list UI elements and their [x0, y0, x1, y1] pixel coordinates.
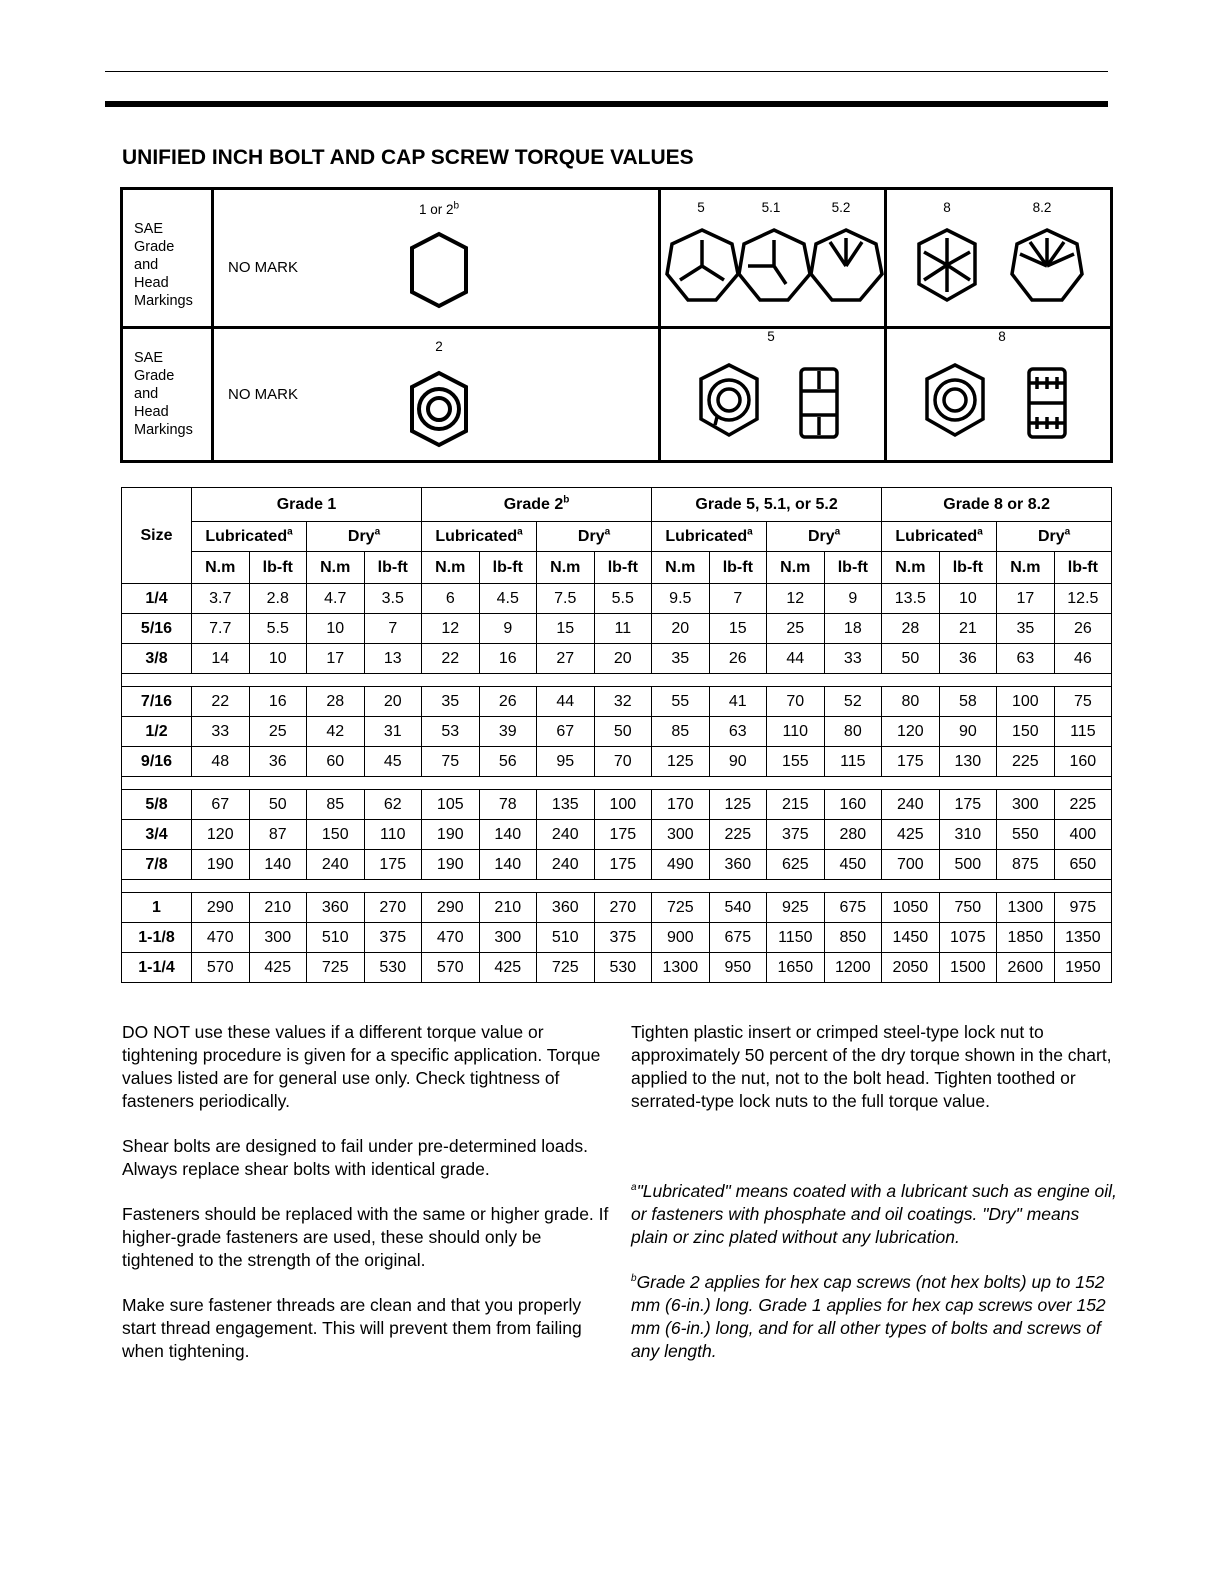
torque-cell: 175: [939, 790, 997, 820]
grade-header: Grade 5, 5.1, or 5.2: [652, 488, 882, 522]
torque-cell: 53: [422, 717, 480, 747]
torque-cell: 925: [767, 893, 825, 923]
torque-cell: 270: [364, 893, 422, 923]
torque-cell: 225: [997, 747, 1055, 777]
footnote: $^a$"Lubricated" means coated with a lubricant such as engine oil, or fasteners with phosphate and oil coatings. "Dry" means plain or zinc plated without any lubrication.: [631, 1181, 1117, 1247]
torque-cell: 7.7: [192, 614, 250, 644]
torque-cell: 1850: [997, 923, 1055, 953]
torque-cell: 20: [594, 644, 652, 674]
torque-cell: 240: [882, 790, 940, 820]
table-row: [122, 747, 1112, 777]
torque-cell: 120: [192, 820, 250, 850]
torque-cell: 155: [767, 747, 825, 777]
torque-cell: 190: [192, 850, 250, 880]
torque-cell: 725: [652, 893, 710, 923]
torque-cell: 490: [652, 850, 710, 880]
condition-header: Dry$^a$: [537, 522, 652, 552]
condition-header: Lubricated$^a$: [192, 522, 307, 552]
torque-cell: 22: [192, 687, 250, 717]
torque-cell: 190: [422, 850, 480, 880]
table-row: [122, 953, 1112, 983]
torque-cell: 135: [537, 790, 595, 820]
size-cell: 1: [122, 893, 192, 923]
torque-cell: 375: [767, 820, 825, 850]
group-separator: [122, 674, 1112, 687]
torque-cell: 140: [479, 850, 537, 880]
size-cell: 3/4: [122, 820, 192, 850]
torque-cell: 2.8: [249, 584, 307, 614]
torque-cell: 12: [767, 584, 825, 614]
torque-cell: 750: [939, 893, 997, 923]
torque-cell: 85: [652, 717, 710, 747]
grade-label: 1 or 2$^b$: [418, 200, 460, 217]
footnote: $^b$Grade 2 applies for hex cap screws (not hex bolts) up to 152 mm (6-in.) long. Grade 1 applies for hex cap screws over 152 mm (6-in.) long, and for all other types of bolts and screws of any length.: [631, 1272, 1106, 1361]
lock-nut-note: Tighten plastic insert or crimped steel-type lock nut to approximately 50 percent of the dry torque shown in the chart, applied to the nut, not to the bolt head. Tighten toothed or serrated-type lock nuts to the full torque value.: [631, 1022, 1112, 1111]
torque-cell: 56: [479, 747, 537, 777]
torque-cell: 210: [249, 893, 307, 923]
grade-8-bolt-heads-icon: [912, 226, 1092, 306]
unit-header: N.m: [652, 552, 710, 584]
torque-cell: 100: [997, 687, 1055, 717]
torque-cell: 10: [249, 644, 307, 674]
hex-nut-plain-icon: [404, 369, 474, 449]
torque-cell: 110: [767, 717, 825, 747]
footnotes: [631, 1180, 1121, 1385]
unit-header: lb-ft: [364, 552, 422, 584]
size-cell: 1-1/4: [122, 953, 192, 983]
torque-cell: 2600: [997, 953, 1055, 983]
torque-cell: 7: [364, 614, 422, 644]
torque-cell: 26: [1054, 614, 1112, 644]
size-cell: 3/8: [122, 644, 192, 674]
size-cell: 1-1/8: [122, 923, 192, 953]
torque-cell: 50: [594, 717, 652, 747]
torque-cell: 10: [939, 584, 997, 614]
unit-header: N.m: [537, 552, 595, 584]
torque-cell: 95: [537, 747, 595, 777]
torque-cell: 46: [1054, 644, 1112, 674]
torque-cell: 125: [652, 747, 710, 777]
torque-cell: 510: [307, 923, 365, 953]
torque-cell: 42: [307, 717, 365, 747]
table-row: [122, 717, 1112, 747]
torque-cell: 16: [479, 644, 537, 674]
torque-cell: 470: [422, 923, 480, 953]
torque-cell: 360: [537, 893, 595, 923]
torque-cell: 27: [537, 644, 595, 674]
page-title: UNIFIED INCH BOLT AND CAP SCREW TORQUE VALUES: [122, 146, 694, 169]
torque-cell: 36: [939, 644, 997, 674]
torque-cell: 15: [709, 614, 767, 644]
torque-cell: 130: [939, 747, 997, 777]
size-cell: 5/16: [122, 614, 192, 644]
torque-cell: 1050: [882, 893, 940, 923]
torque-cell: 21: [939, 614, 997, 644]
torque-cell: 570: [422, 953, 480, 983]
torque-cell: 470: [192, 923, 250, 953]
torque-cell: 1075: [939, 923, 997, 953]
grade-header: Grade 2$^b$: [422, 488, 652, 522]
unit-header: N.m: [422, 552, 480, 584]
table-row: [122, 644, 1112, 674]
condition-header: Lubricated$^a$: [652, 522, 767, 552]
top-rule: [105, 71, 1108, 72]
torque-cell: 20: [364, 687, 422, 717]
grade-label: 8: [943, 200, 951, 215]
torque-cell: 225: [1054, 790, 1112, 820]
hex-bolt-plain-icon: [404, 230, 474, 310]
torque-cell: 15: [537, 614, 595, 644]
torque-cell: 1950: [1054, 953, 1112, 983]
torque-cell: 90: [709, 747, 767, 777]
torque-cell: 150: [307, 820, 365, 850]
torque-cell: 1650: [767, 953, 825, 983]
torque-cell: 60: [307, 747, 365, 777]
torque-cell: 975: [1054, 893, 1112, 923]
unit-header: N.m: [882, 552, 940, 584]
torque-cell: 48: [192, 747, 250, 777]
torque-cell: 18: [824, 614, 882, 644]
torque-cell: 20: [652, 614, 710, 644]
torque-cell: 2050: [882, 953, 940, 983]
unit-header: N.m: [767, 552, 825, 584]
torque-cell: 360: [307, 893, 365, 923]
torque-cell: 13: [364, 644, 422, 674]
condition-header: Lubricated$^a$: [422, 522, 537, 552]
group-separator: [122, 880, 1112, 893]
torque-cell: 36: [249, 747, 307, 777]
torque-cell: 530: [594, 953, 652, 983]
torque-cell: 1350: [1054, 923, 1112, 953]
table-row: [122, 850, 1112, 880]
torque-cell: 300: [479, 923, 537, 953]
grade-5-bolt-heads-icon: [664, 226, 884, 306]
torque-cell: 70: [594, 747, 652, 777]
torque-cell: 1500: [939, 953, 997, 983]
note-paragraph: Make sure fastener threads are clean and that you properly start thread engagement. This will prevent them from failing when tightening.: [122, 1295, 582, 1361]
bolt-markings-row: [123, 190, 1110, 329]
torque-cell: 160: [1054, 747, 1112, 777]
table-row: [122, 790, 1112, 820]
torque-cell: 35: [997, 614, 1055, 644]
torque-cell: 31: [364, 717, 422, 747]
torque-cell: 35: [422, 687, 480, 717]
torque-cell: 75: [422, 747, 480, 777]
grade-header: Grade 8 or 8.2: [882, 488, 1112, 522]
torque-cell: 7: [709, 584, 767, 614]
torque-cell: 290: [422, 893, 480, 923]
torque-cell: 540: [709, 893, 767, 923]
torque-cell: 1200: [824, 953, 882, 983]
torque-cell: 400: [1054, 820, 1112, 850]
torque-cell: 300: [652, 820, 710, 850]
torque-cell: 44: [767, 644, 825, 674]
torque-cell: 70: [767, 687, 825, 717]
torque-cell: 875: [997, 850, 1055, 880]
torque-cell: 85: [307, 790, 365, 820]
grade-label: 5: [767, 329, 775, 344]
torque-cell: 140: [249, 850, 307, 880]
torque-cell: 13.5: [882, 584, 940, 614]
torque-cell: 850: [824, 923, 882, 953]
torque-cell: 225: [709, 820, 767, 850]
torque-cell: 240: [307, 850, 365, 880]
torque-cell: 125: [709, 790, 767, 820]
torque-cell: 300: [997, 790, 1055, 820]
torque-cell: 12.5: [1054, 584, 1112, 614]
torque-cell: 9: [479, 614, 537, 644]
torque-cell: 90: [939, 717, 997, 747]
right-notes: [631, 1021, 1121, 1135]
grade-label: 5: [697, 200, 705, 215]
left-notes: [122, 1021, 612, 1385]
torque-cell: 63: [709, 717, 767, 747]
torque-cell: 650: [1054, 850, 1112, 880]
torque-cell: 190: [422, 820, 480, 850]
torque-cell: 63: [997, 644, 1055, 674]
torque-table: [121, 487, 1112, 983]
torque-cell: 33: [824, 644, 882, 674]
torque-cell: 16: [249, 687, 307, 717]
torque-cell: 39: [479, 717, 537, 747]
torque-cell: 50: [249, 790, 307, 820]
torque-cell: 625: [767, 850, 825, 880]
torque-cell: 17: [997, 584, 1055, 614]
torque-cell: 1150: [767, 923, 825, 953]
torque-cell: 510: [537, 923, 595, 953]
torque-cell: 12: [422, 614, 480, 644]
torque-cell: 210: [479, 893, 537, 923]
unit-header: lb-ft: [824, 552, 882, 584]
torque-cell: 150: [997, 717, 1055, 747]
torque-cell: 10: [307, 614, 365, 644]
torque-cell: 375: [594, 923, 652, 953]
torque-cell: 26: [709, 644, 767, 674]
grade-8-nut-icon: [917, 359, 1097, 449]
torque-cell: 9.5: [652, 584, 710, 614]
unit-header: lb-ft: [249, 552, 307, 584]
torque-cell: 310: [939, 820, 997, 850]
torque-cell: 240: [537, 820, 595, 850]
torque-cell: 450: [824, 850, 882, 880]
torque-cell: 17: [307, 644, 365, 674]
torque-cell: 170: [652, 790, 710, 820]
size-cell: 9/16: [122, 747, 192, 777]
torque-cell: 375: [364, 923, 422, 953]
torque-cell: 115: [824, 747, 882, 777]
torque-cell: 41: [709, 687, 767, 717]
torque-cell: 700: [882, 850, 940, 880]
condition-header: Dry$^a$: [307, 522, 422, 552]
torque-cell: 175: [882, 747, 940, 777]
torque-cell: 22: [422, 644, 480, 674]
note-paragraph: Shear bolts are designed to fail under pre-determined loads. Always replace shear bolts with identical grade.: [122, 1136, 588, 1179]
torque-cell: 44: [537, 687, 595, 717]
size-cell: 1/4: [122, 584, 192, 614]
table-row: [122, 893, 1112, 923]
size-cell: 5/8: [122, 790, 192, 820]
unit-header: lb-ft: [479, 552, 537, 584]
torque-cell: 14: [192, 644, 250, 674]
torque-cell: 280: [824, 820, 882, 850]
torque-cell: 530: [364, 953, 422, 983]
torque-cell: 900: [652, 923, 710, 953]
torque-cell: 1300: [997, 893, 1055, 923]
torque-cell: 62: [364, 790, 422, 820]
torque-cell: 3.5: [364, 584, 422, 614]
torque-cell: 80: [882, 687, 940, 717]
torque-cell: 78: [479, 790, 537, 820]
torque-cell: 45: [364, 747, 422, 777]
torque-cell: 75: [1054, 687, 1112, 717]
unit-header: lb-ft: [709, 552, 767, 584]
grade-label: 5.1: [761, 200, 781, 215]
table-row: [122, 614, 1112, 644]
torque-cell: 32: [594, 687, 652, 717]
row-label: SAE Grade and Head Markings: [134, 350, 193, 438]
torque-cell: 1450: [882, 923, 940, 953]
torque-cell: 425: [249, 953, 307, 983]
torque-cell: 290: [192, 893, 250, 923]
torque-cell: 25: [249, 717, 307, 747]
size-cell: 1/2: [122, 717, 192, 747]
torque-cell: 175: [364, 850, 422, 880]
torque-cell: 33: [192, 717, 250, 747]
torque-cell: 25: [767, 614, 825, 644]
row-label: SAE Grade and Head Markings: [134, 221, 193, 309]
group-separator: [122, 777, 1112, 790]
unit-header: lb-ft: [939, 552, 997, 584]
torque-cell: 240: [537, 850, 595, 880]
torque-cell: 105: [422, 790, 480, 820]
torque-cell: 115: [1054, 717, 1112, 747]
unit-header: N.m: [192, 552, 250, 584]
torque-cell: 360: [709, 850, 767, 880]
torque-cell: 35: [652, 644, 710, 674]
torque-cell: 550: [997, 820, 1055, 850]
no-mark-label: NO MARK: [228, 386, 299, 403]
header-bar: [105, 101, 1108, 107]
note-paragraph: Fasteners should be replaced with the same or higher grade. If higher-grade fasteners are used, these should only be tightened to the strength of the original.: [122, 1204, 609, 1270]
torque-cell: 570: [192, 953, 250, 983]
torque-cell: 160: [824, 790, 882, 820]
torque-cell: 725: [307, 953, 365, 983]
torque-cell: 87: [249, 820, 307, 850]
unit-header: lb-ft: [1054, 552, 1112, 584]
torque-cell: 9: [824, 584, 882, 614]
torque-cell: 425: [882, 820, 940, 850]
table-row: [122, 820, 1112, 850]
torque-cell: 425: [479, 953, 537, 983]
torque-cell: 1300: [652, 953, 710, 983]
grade-label: 8.2: [1032, 200, 1052, 215]
table-row: [122, 923, 1112, 953]
size-header: Size: [122, 488, 192, 584]
torque-cell: 50: [882, 644, 940, 674]
grade-label: 5.2: [831, 200, 851, 215]
torque-cell: 4.7: [307, 584, 365, 614]
grade-5-nut-icon: [691, 359, 871, 449]
condition-header: Dry$^a$: [767, 522, 882, 552]
torque-cell: 5.5: [249, 614, 307, 644]
torque-cell: 215: [767, 790, 825, 820]
torque-cell: 175: [594, 850, 652, 880]
torque-cell: 80: [824, 717, 882, 747]
torque-cell: 675: [824, 893, 882, 923]
table-row: [122, 584, 1112, 614]
condition-header: Lubricated$^a$: [882, 522, 997, 552]
torque-cell: 110: [364, 820, 422, 850]
torque-cell: 120: [882, 717, 940, 747]
torque-cell: 950: [709, 953, 767, 983]
torque-cell: 52: [824, 687, 882, 717]
size-cell: 7/8: [122, 850, 192, 880]
size-cell: 7/16: [122, 687, 192, 717]
torque-cell: 140: [479, 820, 537, 850]
torque-cell: 58: [939, 687, 997, 717]
unit-header: N.m: [307, 552, 365, 584]
grade-header: Grade 1: [192, 488, 422, 522]
torque-cell: 67: [192, 790, 250, 820]
torque-cell: 28: [307, 687, 365, 717]
table-row: [122, 687, 1112, 717]
grade-markings-box: [120, 187, 1113, 463]
nut-markings-row: [123, 329, 1110, 460]
torque-cell: 11: [594, 614, 652, 644]
torque-cell: 26: [479, 687, 537, 717]
note-paragraph: DO NOT use these values if a different torque value or tightening procedure is given for a specific application. Torque values listed are for general use only. Check tightness of fasteners periodically.: [122, 1022, 601, 1111]
torque-cell: 7.5: [537, 584, 595, 614]
grade-label: 8: [998, 329, 1006, 344]
torque-cell: 28: [882, 614, 940, 644]
torque-cell: 270: [594, 893, 652, 923]
grade-label: 2: [435, 339, 443, 354]
torque-cell: 725: [537, 953, 595, 983]
unit-header: lb-ft: [594, 552, 652, 584]
torque-cell: 55: [652, 687, 710, 717]
torque-cell: 3.7: [192, 584, 250, 614]
condition-header: Dry$^a$: [997, 522, 1112, 552]
torque-cell: 175: [594, 820, 652, 850]
torque-cell: 500: [939, 850, 997, 880]
unit-header: N.m: [997, 552, 1055, 584]
torque-cell: 100: [594, 790, 652, 820]
torque-cell: 300: [249, 923, 307, 953]
torque-cell: 6: [422, 584, 480, 614]
torque-cell: 675: [709, 923, 767, 953]
no-mark-label: NO MARK: [228, 259, 299, 276]
torque-cell: 5.5: [594, 584, 652, 614]
torque-cell: 4.5: [479, 584, 537, 614]
torque-cell: 67: [537, 717, 595, 747]
